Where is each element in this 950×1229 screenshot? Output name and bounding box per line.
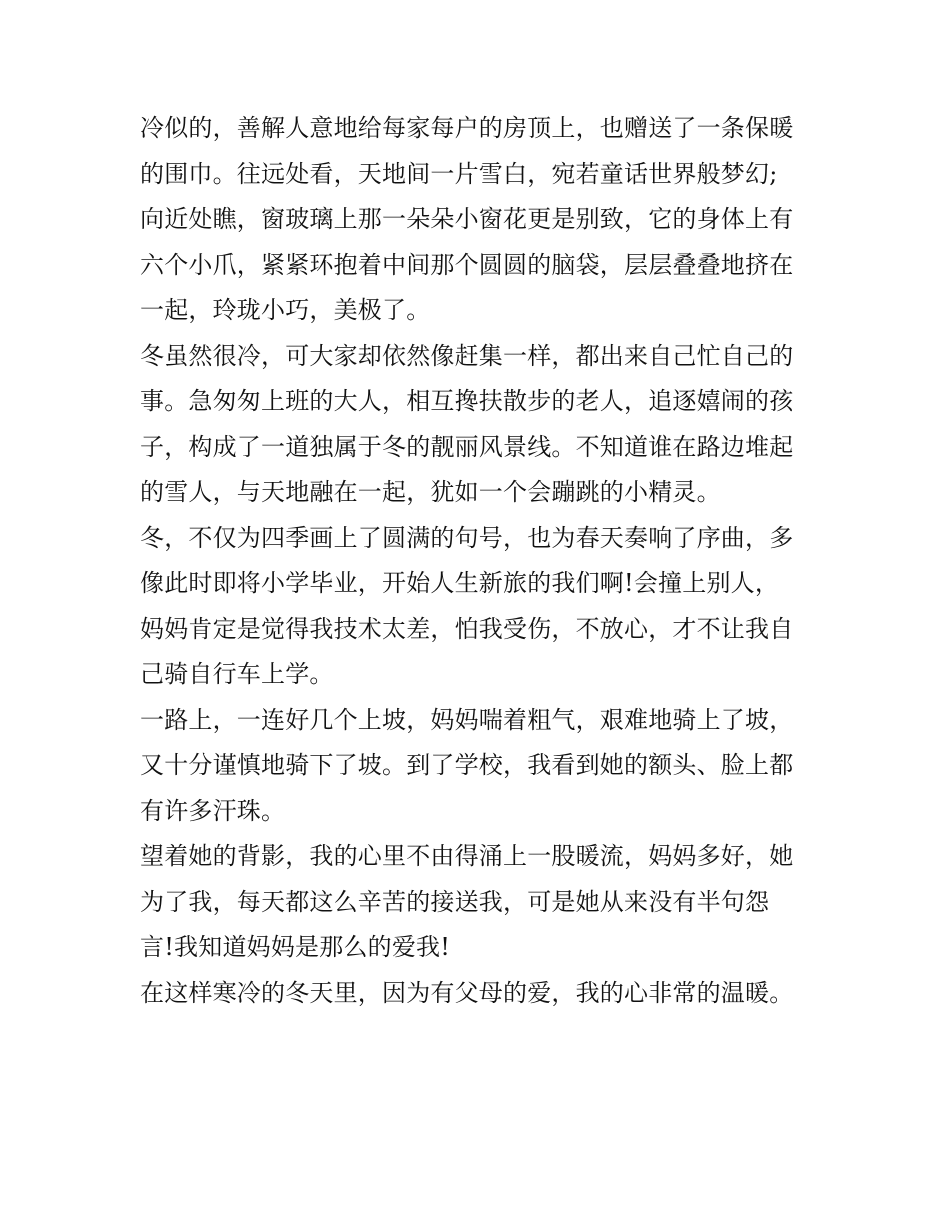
text-line-19: 言!我知道妈妈是那么的爱我! [140, 933, 451, 961]
text-line-10: 冬，不仅为四季画上了圆满的句号，也为春天奏响了序曲，多 [140, 523, 794, 552]
text-line-4: 六个小爪，紧紧环抱着中间那个圆圆的脑袋，层层叠叠地挤在 [140, 250, 794, 279]
text-line-14: 一路上，一连好几个上坡，妈妈喘着粗气，艰难地骑上了坡， [140, 705, 794, 734]
text-line-13: 己骑自行车上学。 [140, 660, 334, 688]
text-line-3: 向近处瞧，窗玻璃上那一朵朵小窗花更是别致，它的身体上有 [140, 205, 794, 233]
text-line-17: 望着她的背影，我的心里不由得涌上一股暖流，妈妈多好，她 [140, 842, 794, 870]
body-text [140, 106, 820, 1016]
text-line-15: 又十分谨慎地骑下了坡。到了学校，我看到她的额头、脸上都 [140, 751, 794, 779]
text-line-12: 妈妈肯定是觉得我技术太差，怕我受伤，不放心，才不让我自 [140, 614, 794, 643]
text-line-18: 为了我，每天都这么辛苦的接送我，可是她从来没有半句怨 [140, 887, 770, 916]
text-line-8: 子，构成了一道独属于冬的靓丽风景线。不知道谁在路边堆起 [140, 432, 794, 461]
text-line-2: 的围巾。往远处看，天地间一片雪白，宛若童话世界般梦幻; [140, 159, 778, 188]
text-line-20: 在这样寒冷的冬天里，因为有父母的爱，我的心非常的温暖。 [140, 978, 794, 1007]
text-line-1: 冷似的，善解人意地给每家每户的房顶上，也赠送了一条保暖 [140, 114, 794, 142]
text-line-7: 事。急匆匆上班的大人，相互搀扶散步的老人，追逐嬉闹的孩 [140, 387, 794, 415]
text-line-9: 的雪人，与天地融在一起，犹如一个会蹦跳的小精灵。 [140, 478, 721, 506]
text-line-5: 一起，玲珑小巧，美极了。 [140, 296, 431, 324]
text-line-16: 有许多汗珠。 [140, 796, 286, 825]
text-line-6: 冬虽然很冷，可大家却依然像赶集一样，都出来自己忙自己的 [140, 341, 794, 370]
text-line-11: 像此时即将小学毕业，开始人生新旅的我们啊!会撞上别人， [140, 569, 780, 597]
